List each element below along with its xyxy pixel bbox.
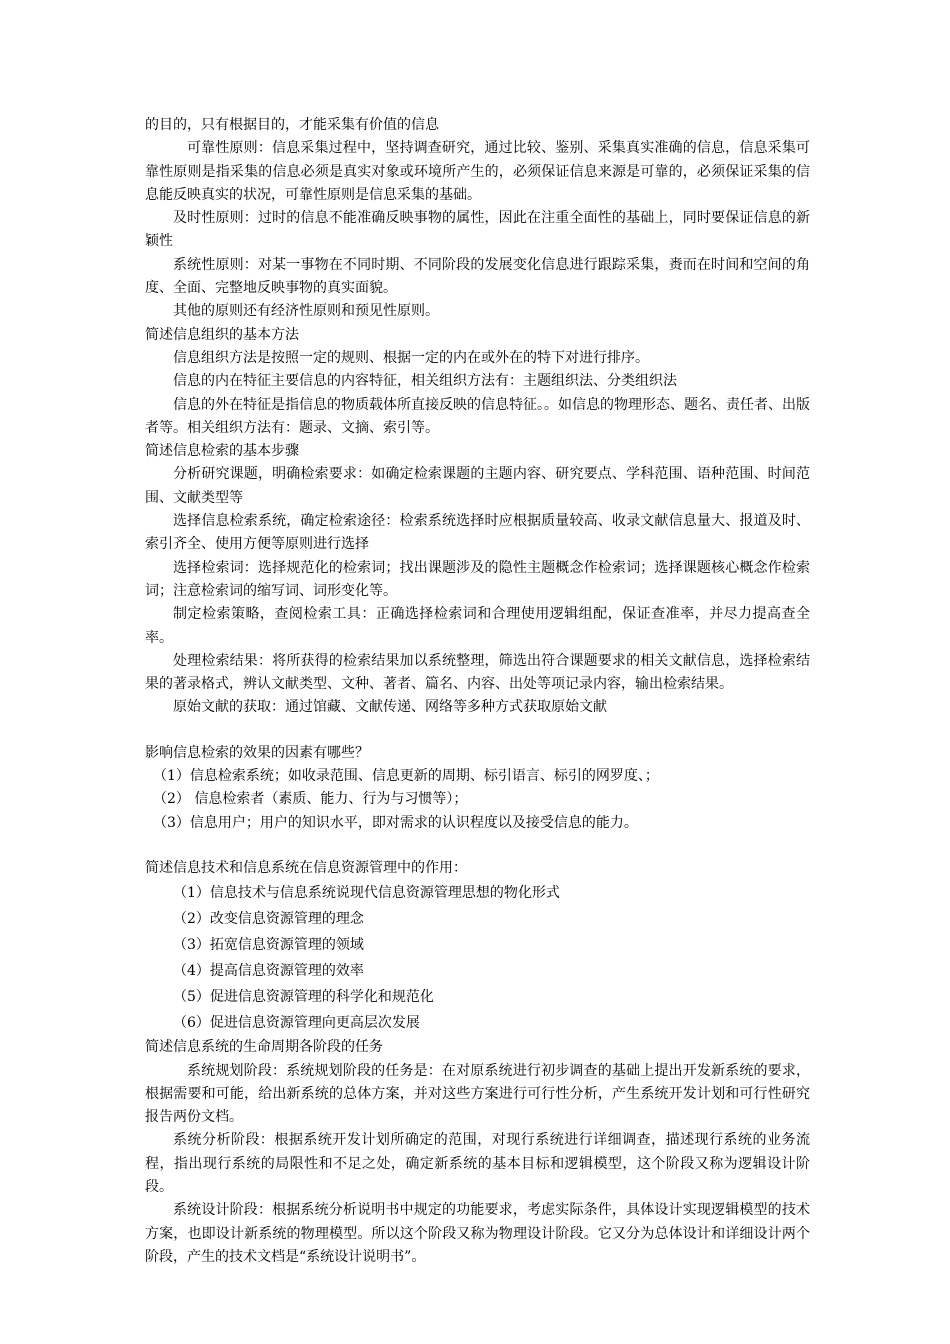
factor-item: （1）信息检索系统；如收录范围、信息更新的周期、标引语言、标引的网罗度、； [153, 768, 659, 785]
factors-section-heading: 影响信息检索的效果的因素有哪些？ [145, 744, 369, 761]
lifecycle-section-heading: 简述信息系统的生命周期各阶段的任务 [145, 1039, 383, 1056]
org-section-heading: 简述信息组织的基本方法 [145, 326, 299, 343]
retrieval-step-paragraph: 原始文献的获取：通过馆藏、文献传递、网络等多种方式获取原始文献 [173, 699, 607, 716]
spacer [145, 720, 810, 742]
lifecycle-stage-paragraph: 系统设计阶段：根据系统分析说明书中规定的功能要求，考虑实际条件，具体设计实现逻辑模型的技术方案，也即设计新系统的物理模型。所以这个阶段又称为物理设计阶段。它又分为总体设计和详细设计两个阶段，产生的技术文档是“系统设计说明书”。 [145, 1202, 810, 1265]
document-page [145, 114, 810, 1269]
lifecycle-stage-paragraph: 系统分析阶段：根据系统开发计划所确定的范围，对现行系统进行详细调查，描述现行系统的业务流程，指出现行系统的局限性和不足之处，确定新系统的基本目标和逻辑模型，这个阶段又称为逻辑设计阶段。 [145, 1132, 810, 1195]
role-item: （3）拓宽信息资源管理的领域 [173, 937, 364, 954]
role-item: （2）改变信息资源管理的理念 [173, 911, 364, 928]
org-paragraph: 信息组织方法是按照一定的规则、根据一定的内在或外在的特下对进行排序。 [173, 349, 649, 366]
role-item: （5）促进信息资源管理的科学化和规范化 [173, 989, 434, 1006]
factor-item: （2） 信息检索者（素质、能力、行为与习惯等）； [153, 791, 468, 808]
other-principles-paragraph: 其他的原则还有经济性原则和预见性原则。 [173, 303, 439, 320]
role-item: （1）信息技术与信息系统说现代信息资源管理思想的物化形式 [173, 885, 560, 902]
retrieval-step-paragraph: 处理检索结果：将所获得的检索结果加以系统整理，筛选出符合课题要求的相关文献信息，选择检索结果的著录格式，辨认文献类型、文种、著者、篇名、内容、出处等项记录内容，输出检索结果。 [145, 652, 810, 693]
factor-item: （3）信息用户；用户的知识水平，即对需求的认识程度以及接受信息的能力。 [153, 814, 638, 831]
retrieval-step-paragraph: 分析研究课题，明确检索要求：如确定检索课题的主题内容、研究要点、学科范围、语种范围、时间范围、文献类型等 [145, 466, 810, 506]
retrieval-step-paragraph: 选择信息检索系统，确定检索途径：检索系统选择时应根据质量较高、收录文献信息量大、报道及时、索引齐全、使用方便等原则进行选择 [145, 513, 810, 553]
org-paragraph: 信息的内在特征主要信息的内容特征，相关组织方法有：主题组织法、分类组织法 [173, 373, 677, 390]
retrieval-step-paragraph: 选择检索词：选择规范化的检索词；找出课题涉及的隐性主题概念作检索词；选择课题核心概念作检索词；注意检索词的缩写词、词形变化等。 [145, 559, 810, 599]
systematic-principle-paragraph: 系统性原则：对某一事物在不同时期、不同阶段的发展变化信息进行跟踪采集，赉而在时间和空间的角度、全面、完整地反映事物的真实面貌。 [145, 256, 810, 297]
retrieval-step-paragraph: 制定检索策略，查阅检索工具：正确选择检索词和合理使用逻辑组配，保证查准率，并尽力提高查全率。 [145, 606, 810, 646]
timeliness-principle-paragraph: 及时性原则：过时的信息不能准确反映事物的属性，因此在注重全面性的基础上，同时要保证信息的新颖性 [145, 210, 810, 250]
spacer [145, 835, 810, 857]
roles-list [145, 880, 810, 1036]
role-item: （6）促进信息资源管理向更高层次发展 [173, 1015, 420, 1032]
reliability-principle-paragraph: 可靠性原则：信息采集过程中，坚持调查研究，通过比较、鉴别、采集真实准确的信息，信息采集可靠性原则是指采集的信息必须是真实对象或环境所产生的，必须保证信息来源是可靠的，必须保证采集的信息能反映真实的状况，可靠性原则是信息采集的基础。 [145, 140, 810, 203]
roles-section-heading: 简述信息技术和信息系统在信息资源管理中的作用： [145, 859, 467, 876]
role-item: （4）提高信息资源管理的效率 [173, 963, 364, 980]
intro-tail-paragraph: 的目的，只有根据目的，才能采集有价值的信息 [145, 117, 439, 133]
retrieval-section-heading: 简述信息检索的基本步骤 [145, 443, 299, 460]
lifecycle-stage-paragraph: 系统规划阶段：系统规划阶段的任务是：在对原系统进行初步调查的基础上提出开发新系统的要求，根据需要和可能，给出新系统的总体方案，并对这些方案进行可行性分析，产生系统开发计划和可行性研究报告两份文档。 [145, 1062, 810, 1126]
org-paragraph: 信息的外在特征是指信息的物质载体所直接反映的信息特征。。如信息的物理形态、题名、责任者、出版者等。相关组织方法有：题录、文摘、索引等。 [145, 396, 810, 436]
